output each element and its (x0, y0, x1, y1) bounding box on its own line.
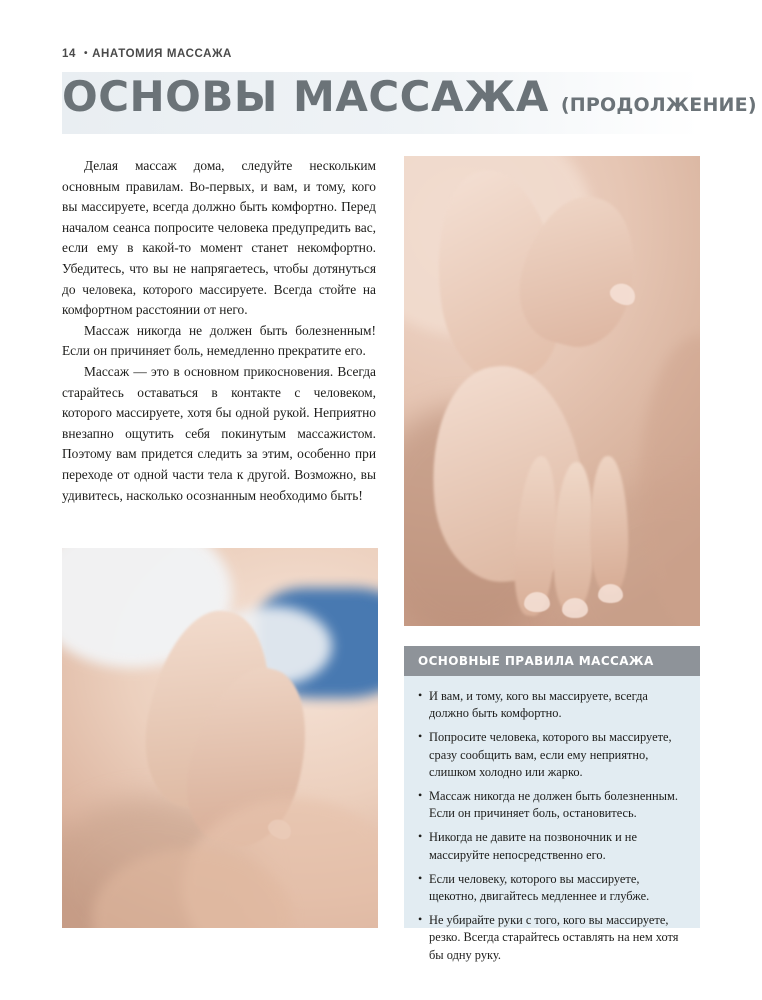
body-text-column (62, 156, 376, 506)
photo-fingernail (524, 592, 550, 612)
body-paragraph: Делая массаж дома, следуйте нескольким основным правилам. Во-первых, и вам, и тому, кого вы массируете, всегда должно быть комфортно. Перед началом сеанса попросите человека предупредить вас, если ему в какой-то момент станет некомфортно. Убедитесь, что вы не напрягаетесь, чтобы дотянуться до человека, которого массируете. Всегда стойте на комфортном расстоянии от него. (62, 158, 376, 318)
photo-fingernail (598, 584, 623, 603)
photo-fingernail (562, 598, 588, 618)
list-item: • Никогда не давите на позвоночник и не массируйте непосредственно его. (418, 829, 686, 863)
key-rules-box (404, 646, 700, 962)
list-item: • Попросите человека, которого вы массируете, сразу сообщить вам, если ему неприятно, слишком холодно или жарко. (418, 729, 686, 781)
list-item: • Массаж никогда не должен быть болезненным. Если он причиняет боль, остановитесь. (418, 788, 686, 822)
list-item: • Если человеку, которого вы массируете, щекотно, двигайтесь медленнее и глубже. (418, 871, 686, 905)
key-rules-list (418, 688, 686, 971)
body-paragraph: Массаж — это в основном прикосновения. Всегда старайтесь оставаться в контакте с человеком, которого массируете, хотя бы одной рукой. Неприятно внезапно ощутить себя покинутым массажистом. Поэтому вам придется следить за этим, особенно при переходе от одной части тела к другой. Возможно, вы удивитесь, насколько осознанным необходимо быть! (62, 363, 376, 503)
running-head-title: АНАТОМИЯ МАССАЖА (92, 48, 232, 60)
photo-hands-on-back (404, 156, 700, 626)
photo-shoulder-massage (62, 548, 378, 928)
page-title (62, 72, 757, 132)
key-rules-title: ОСНОВНЫЕ ПРАВИЛА МАССАЖА (418, 654, 654, 668)
page-title-continued: (ПРОДОЛЖЕНИЕ) (560, 94, 757, 116)
page-number: 14 (62, 48, 76, 60)
list-item: • И вам, и тому, кого вы массируете, всегда должно быть комфортно. (418, 688, 686, 722)
running-head (62, 48, 232, 60)
body-paragraph: Массаж никогда не должен быть болезненным! Если он причиняет боль, немедленно прекратите его. (62, 322, 376, 359)
page-title-main: ОСНОВЫ МАССАЖА (62, 72, 549, 121)
running-head-separator: • (84, 48, 89, 59)
list-item: • Не убирайте руки с того, кого вы массируете, резко. Всегда старайтесь оставлять на нем хотя бы одну руку. (418, 912, 686, 964)
key-rules-header (404, 646, 700, 676)
